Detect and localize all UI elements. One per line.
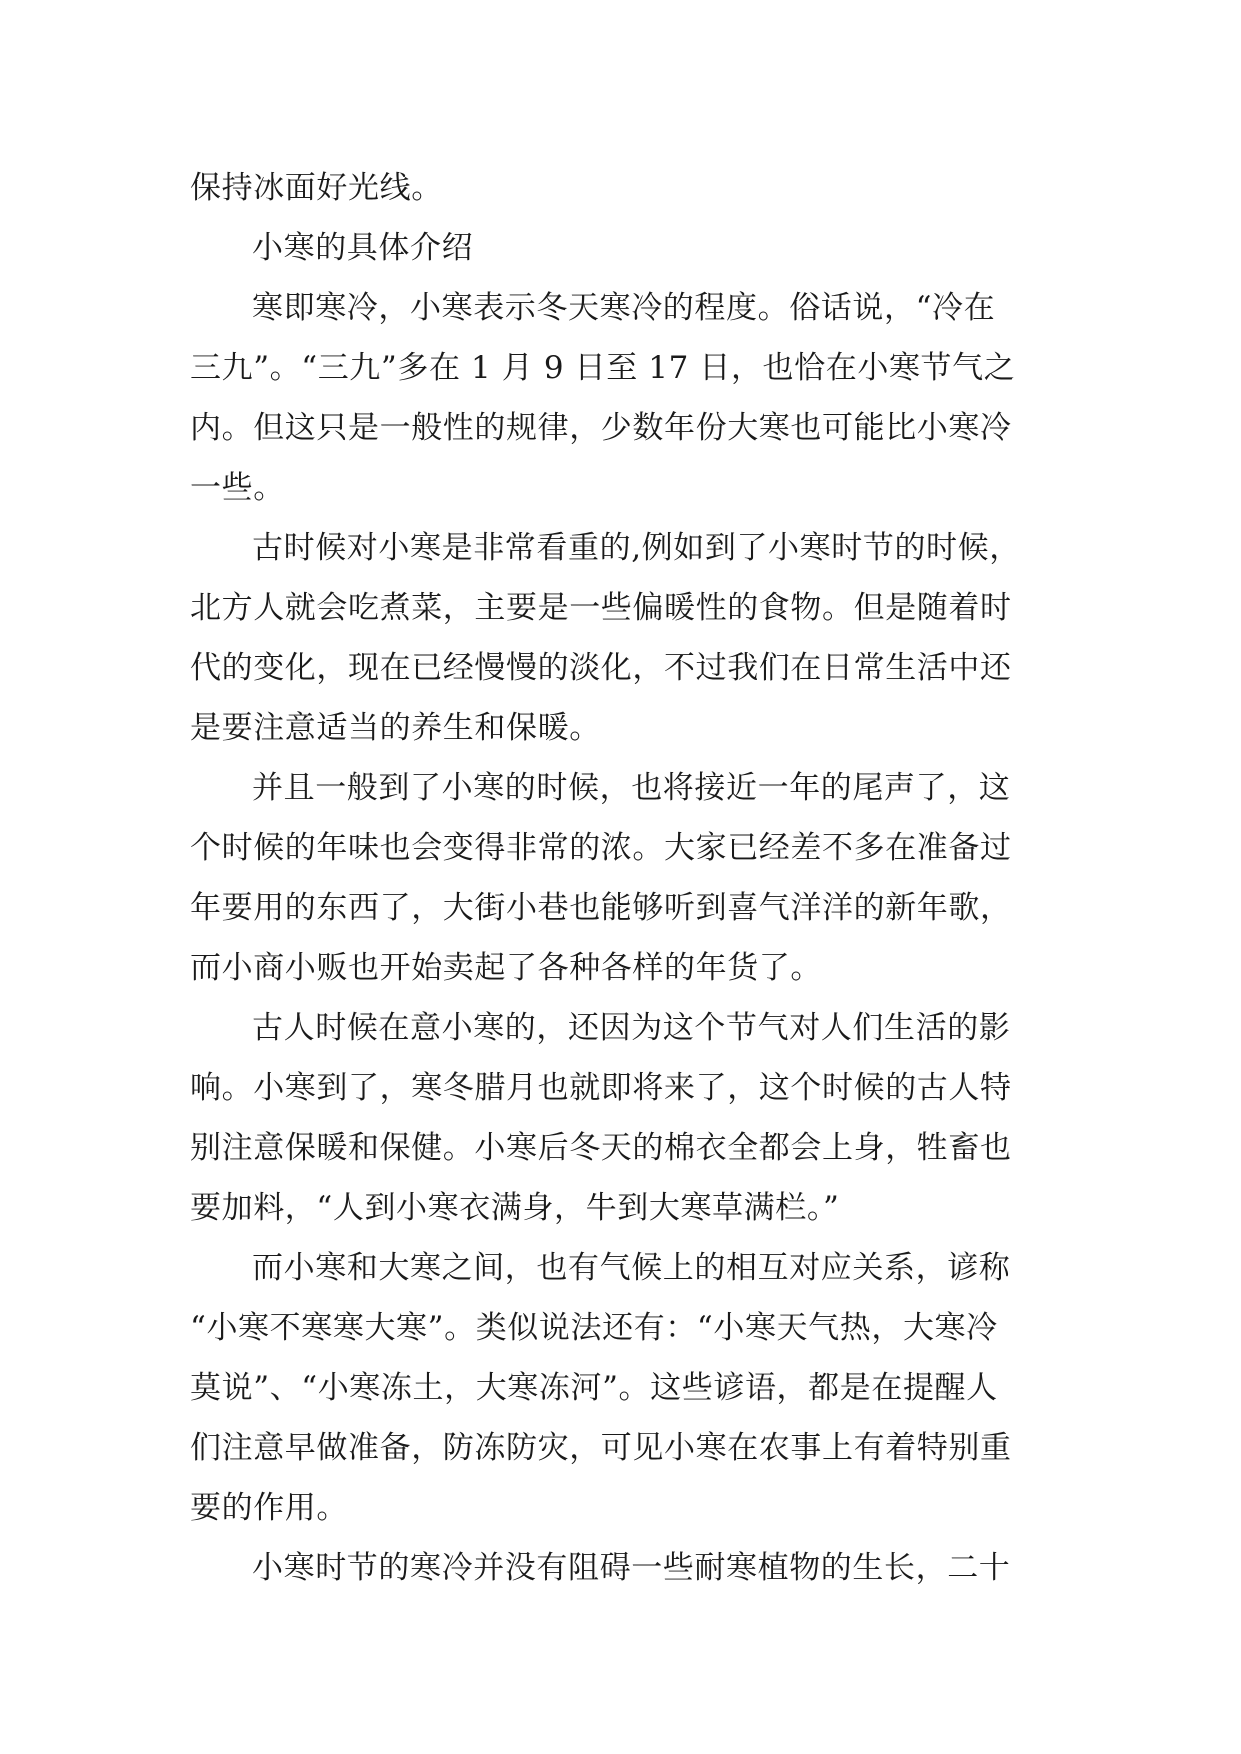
text-line: 古人时候在意小寒的，还因为这个节气对人们生活的影 [252, 1010, 1011, 1046]
text-line: 而小寒和大寒之间，也有气候上的相互对应关系，谚称 [252, 1250, 1011, 1286]
text-line: 要加料，“人到小寒衣满身，牛到大寒草满栏。” [190, 1190, 840, 1226]
text-line: 年要用的东西了，大街小巷也能够听到喜气洋洋的新年歌， [190, 890, 1012, 926]
text-line: 是要注意适当的养生和保暖。 [190, 710, 601, 746]
text-line: 古时候对小寒是非常看重的,例如到了小寒时节的时候， [252, 530, 1021, 566]
text-line: 别注意保暖和保健。小寒后冬天的棉衣全都会上身，牲畜也 [190, 1130, 1012, 1166]
text-line: 一些。 [190, 470, 285, 506]
text-line: 代的变化，现在已经慢慢的淡化，不过我们在日常生活中还 [190, 650, 1012, 686]
text-line: 小寒时节的寒冷并没有阻碍一些耐寒植物的生长，二十 [252, 1550, 1011, 1586]
text-line: 保持冰面好光线。 [190, 170, 443, 206]
text-line: 寒即寒冷，小寒表示冬天寒冷的程度。俗话说，“冷在 [252, 290, 996, 326]
text-line: 内。但这只是一般性的规律，少数年份大寒也可能比小寒冷 [190, 410, 1012, 446]
text-line: 而小商小贩也开始卖起了各种各样的年货了。 [190, 950, 822, 986]
section-heading: 小寒的具体介绍 [252, 230, 474, 266]
text-line: 要的作用。 [190, 1490, 348, 1526]
text-line: 响。小寒到了，寒冬腊月也就即将来了，这个时候的古人特 [190, 1070, 1012, 1106]
text-line: “小寒不寒寒大寒”。类似说法还有：“小寒天气热，大寒冷 [190, 1310, 998, 1346]
text-line: 莫说”、“小寒冻土，大寒冻河”。这些谚语，都是在提醒人 [190, 1370, 998, 1406]
text-line: 们注意早做准备，防冻防灾，可见小寒在农事上有着特别重 [190, 1430, 1012, 1466]
text-line: 并且一般到了小寒的时候，也将接近一年的尾声了，这 [252, 770, 1011, 806]
text-line: 北方人就会吃煮菜，主要是一些偏暖性的食物。但是随着时 [190, 590, 1012, 626]
text-line: 三九”。“三九”多在 1 月 9 日至 17 日，也恰在小寒节气之 [190, 350, 1016, 386]
text-line: 个时候的年味也会变得非常的浓。大家已经差不多在准备过 [190, 830, 1012, 866]
